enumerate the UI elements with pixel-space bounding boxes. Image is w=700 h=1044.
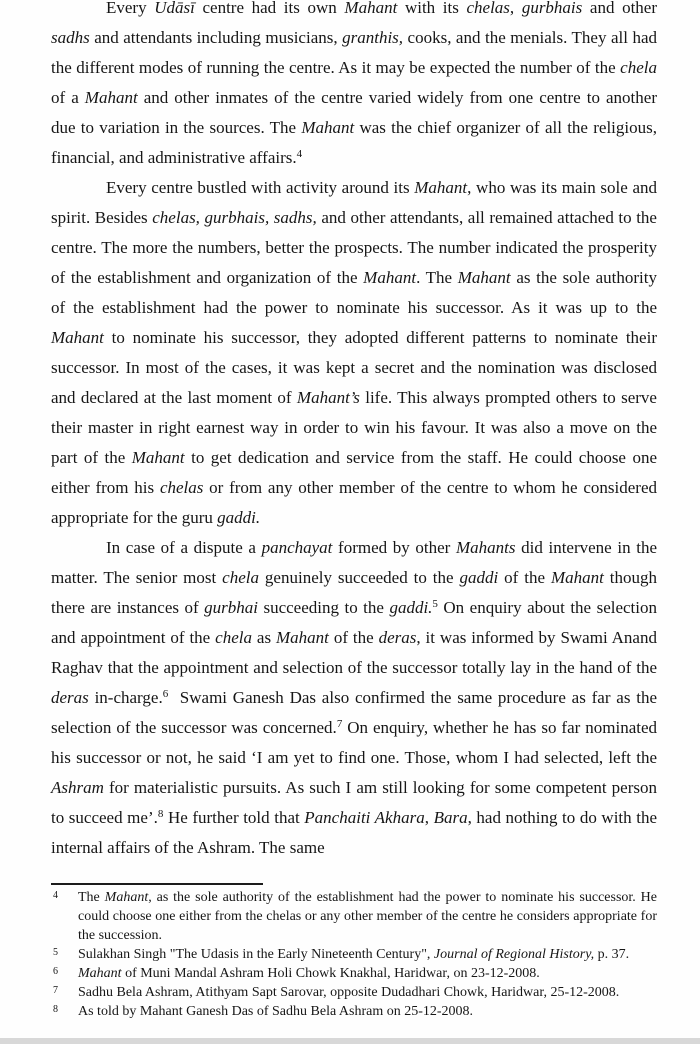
text-run: was the chief organizer of all the religious, financial, and administrative affairs. (51, 118, 657, 167)
italic-term: panchayat (261, 538, 333, 557)
text-run: for materialistic pursuits. As such I am still looking for some competent person to succeed me’. (51, 778, 657, 827)
page-bottom-edge (0, 1038, 700, 1044)
text-run: p. 37. (594, 947, 630, 962)
footnote (51, 964, 657, 983)
footnote-number: 7 (53, 985, 58, 996)
footnote (51, 983, 657, 1002)
italic-term: Mahant (550, 568, 604, 587)
footnote-text (78, 1002, 657, 1021)
text-run: , it was informed by Swami Anand Raghav that the appointment and selection of the successor totally lay in the hand of the (51, 628, 657, 677)
italic-term: gaddi. (389, 598, 433, 617)
text-run: Swami Ganesh Das also confirmed the same procedure as far as the selection of the successor was concerned. (51, 688, 657, 737)
text-run: On enquiry, whether he has so far nominated his successor or not, he said ‘I am yet to find one. Those, whom I had selected, left the (51, 718, 658, 767)
text-run: , who was its main sole and spirit. Besides (51, 178, 657, 227)
italic-term: granthis, (342, 28, 404, 47)
text-run: Every centre bustled with activity around its (106, 178, 415, 197)
italic-term: Udāsī (154, 0, 195, 17)
text-run: formed by other (332, 538, 456, 557)
footnote-number: 8 (53, 1004, 58, 1015)
text-run: , as the sole authority of the establishment had the power to nominate his successor. He could choose one either from the chelas or any other member of the centre he considers appropriate for the succession. (78, 890, 657, 943)
italic-term: Ashram (51, 778, 104, 797)
text-run: cooks, and the menials. They all had the different modes of running the centre. As it may be expected the number of the (51, 28, 657, 77)
footnote-text (78, 964, 657, 983)
text-run: to get dedication and service from the staff. He could choose one either from his (51, 448, 657, 497)
text-run: genuinely succeeded to the (259, 568, 460, 587)
text-run: . The (416, 268, 458, 287)
italic-term: deras (51, 688, 89, 707)
footnote-ref: 5 (432, 598, 438, 610)
text-run: and attendants including musicians, (89, 28, 343, 47)
paragraph (51, 173, 657, 533)
italic-term: Bara (433, 808, 468, 827)
footnote (51, 888, 657, 945)
footnote-ref: 8 (157, 808, 164, 820)
footnote-text (78, 888, 657, 945)
text-run: succeeding to the (257, 598, 390, 617)
italic-term: gaddi. (217, 508, 261, 527)
text-run: On enquiry about the selection and appointment of the (51, 598, 658, 647)
footnote-text (78, 983, 657, 1002)
text-run: Sulakhan Singh "The Udasis in the Early Nineteenth Century", (78, 947, 434, 962)
paragraph (51, 0, 657, 173)
italic-term: Mahant’s (296, 388, 360, 407)
footnote-number: 5 (53, 947, 58, 958)
text-run: with its (397, 0, 467, 17)
footnote-number: 4 (53, 890, 58, 901)
footnote-ref: 4 (296, 148, 303, 160)
text-run: as the sole authority of the establishment had the power to nominate his successor. As it was up to the (51, 268, 657, 317)
text-run: as (251, 628, 276, 647)
footnote-number: 6 (53, 966, 58, 977)
footnote-ref: 7 (336, 718, 343, 730)
italic-term: chela (222, 568, 259, 587)
footnote (51, 945, 657, 964)
text-run: The (78, 890, 105, 905)
italic-term: gaddi (459, 568, 499, 587)
text-run: Sadhu Bela Ashram, Atithyam Sapt Sarovar, opposite Dudadhari Chowk, Haridwar, 25-12-2008. (78, 985, 620, 1000)
italic-term: Mahant (84, 88, 138, 107)
text-run: did intervene in the matter. The senior most (51, 538, 657, 587)
text-run: to nominate his successor, they adopted different patterns to nominate their successor. In most of the cases, it was kept a secret and the nomination was disclosed and declared at the last moment of (51, 328, 657, 407)
text-run: In case of a dispute a (106, 538, 262, 557)
text-run: life. This always prompted others to serve their master in right earnest way in order to win his favour. It was also a move on the part of the (51, 388, 657, 467)
italic-term: gurbhais (521, 0, 583, 17)
italic-term: Mahant (276, 628, 329, 647)
text-run: Every (106, 0, 155, 17)
footnote-text (78, 945, 657, 964)
italic-term: Mahant (344, 0, 398, 17)
italic-term: Mahant (78, 966, 122, 981)
footnote-separator (51, 883, 263, 885)
italic-term: Mahant (51, 328, 104, 347)
text-run: and other attendants, all remained attached to the centre. The more the numbers, better the prospects. The number indicated the prosperity of the establishment and organization of the (51, 208, 657, 287)
italic-term: chelas, gurbhais, sadhs, (152, 208, 317, 227)
text-run: of a (51, 88, 85, 107)
italic-term: Mahant (301, 118, 355, 137)
paragraph (51, 533, 657, 863)
italic-term: gurbhai (204, 598, 258, 617)
italic-term: chelas (466, 0, 510, 17)
italic-term: chela (620, 58, 657, 77)
italic-term: Mahant (131, 448, 185, 467)
italic-term: Mahant (414, 178, 468, 197)
italic-term: chelas (159, 478, 204, 497)
text-run: of the (498, 568, 551, 587)
italic-term: Mahant (457, 268, 511, 287)
text-run: , (424, 808, 434, 827)
text-run: centre had its own (194, 0, 345, 17)
text-run: or from any other member of the centre to whom he considered appropriate for the guru (51, 478, 657, 527)
text-run: He further told that (163, 808, 305, 827)
text-run: , had nothing to do with the internal affairs of the Ashram. The same (51, 808, 658, 857)
text-run: in-charge. (88, 688, 163, 707)
text-run: of the (328, 628, 379, 647)
footnote (51, 1002, 657, 1021)
footnote-ref: 6 (162, 688, 169, 700)
italic-term: Journal of Regional History, (433, 947, 595, 962)
italic-term: deras (378, 628, 417, 647)
italic-term: sadhs (51, 28, 90, 47)
text-run: As told by Mahant Ganesh Das of Sadhu Bela Ashram on 25-12-2008. (78, 1004, 474, 1019)
page-body (51, 0, 657, 863)
text-run: of Muni Mandal Ashram Holi Chowk Knakhal, Haridwar, on 23-12-2008. (121, 966, 540, 981)
italic-term: Panchaiti Akhara (304, 808, 425, 827)
italic-term: chela (215, 628, 252, 647)
italic-term: Mahant (104, 890, 149, 905)
text-run: , (509, 0, 522, 17)
text-run: though there are instances of (51, 568, 657, 617)
footnotes-section (51, 888, 657, 1021)
italic-term: Mahant (363, 268, 417, 287)
text-run: and other (582, 0, 658, 17)
text-run: and other inmates of the centre varied widely from one centre to another due to variation in the sources. The (51, 88, 657, 137)
italic-term: Mahants (455, 538, 516, 557)
